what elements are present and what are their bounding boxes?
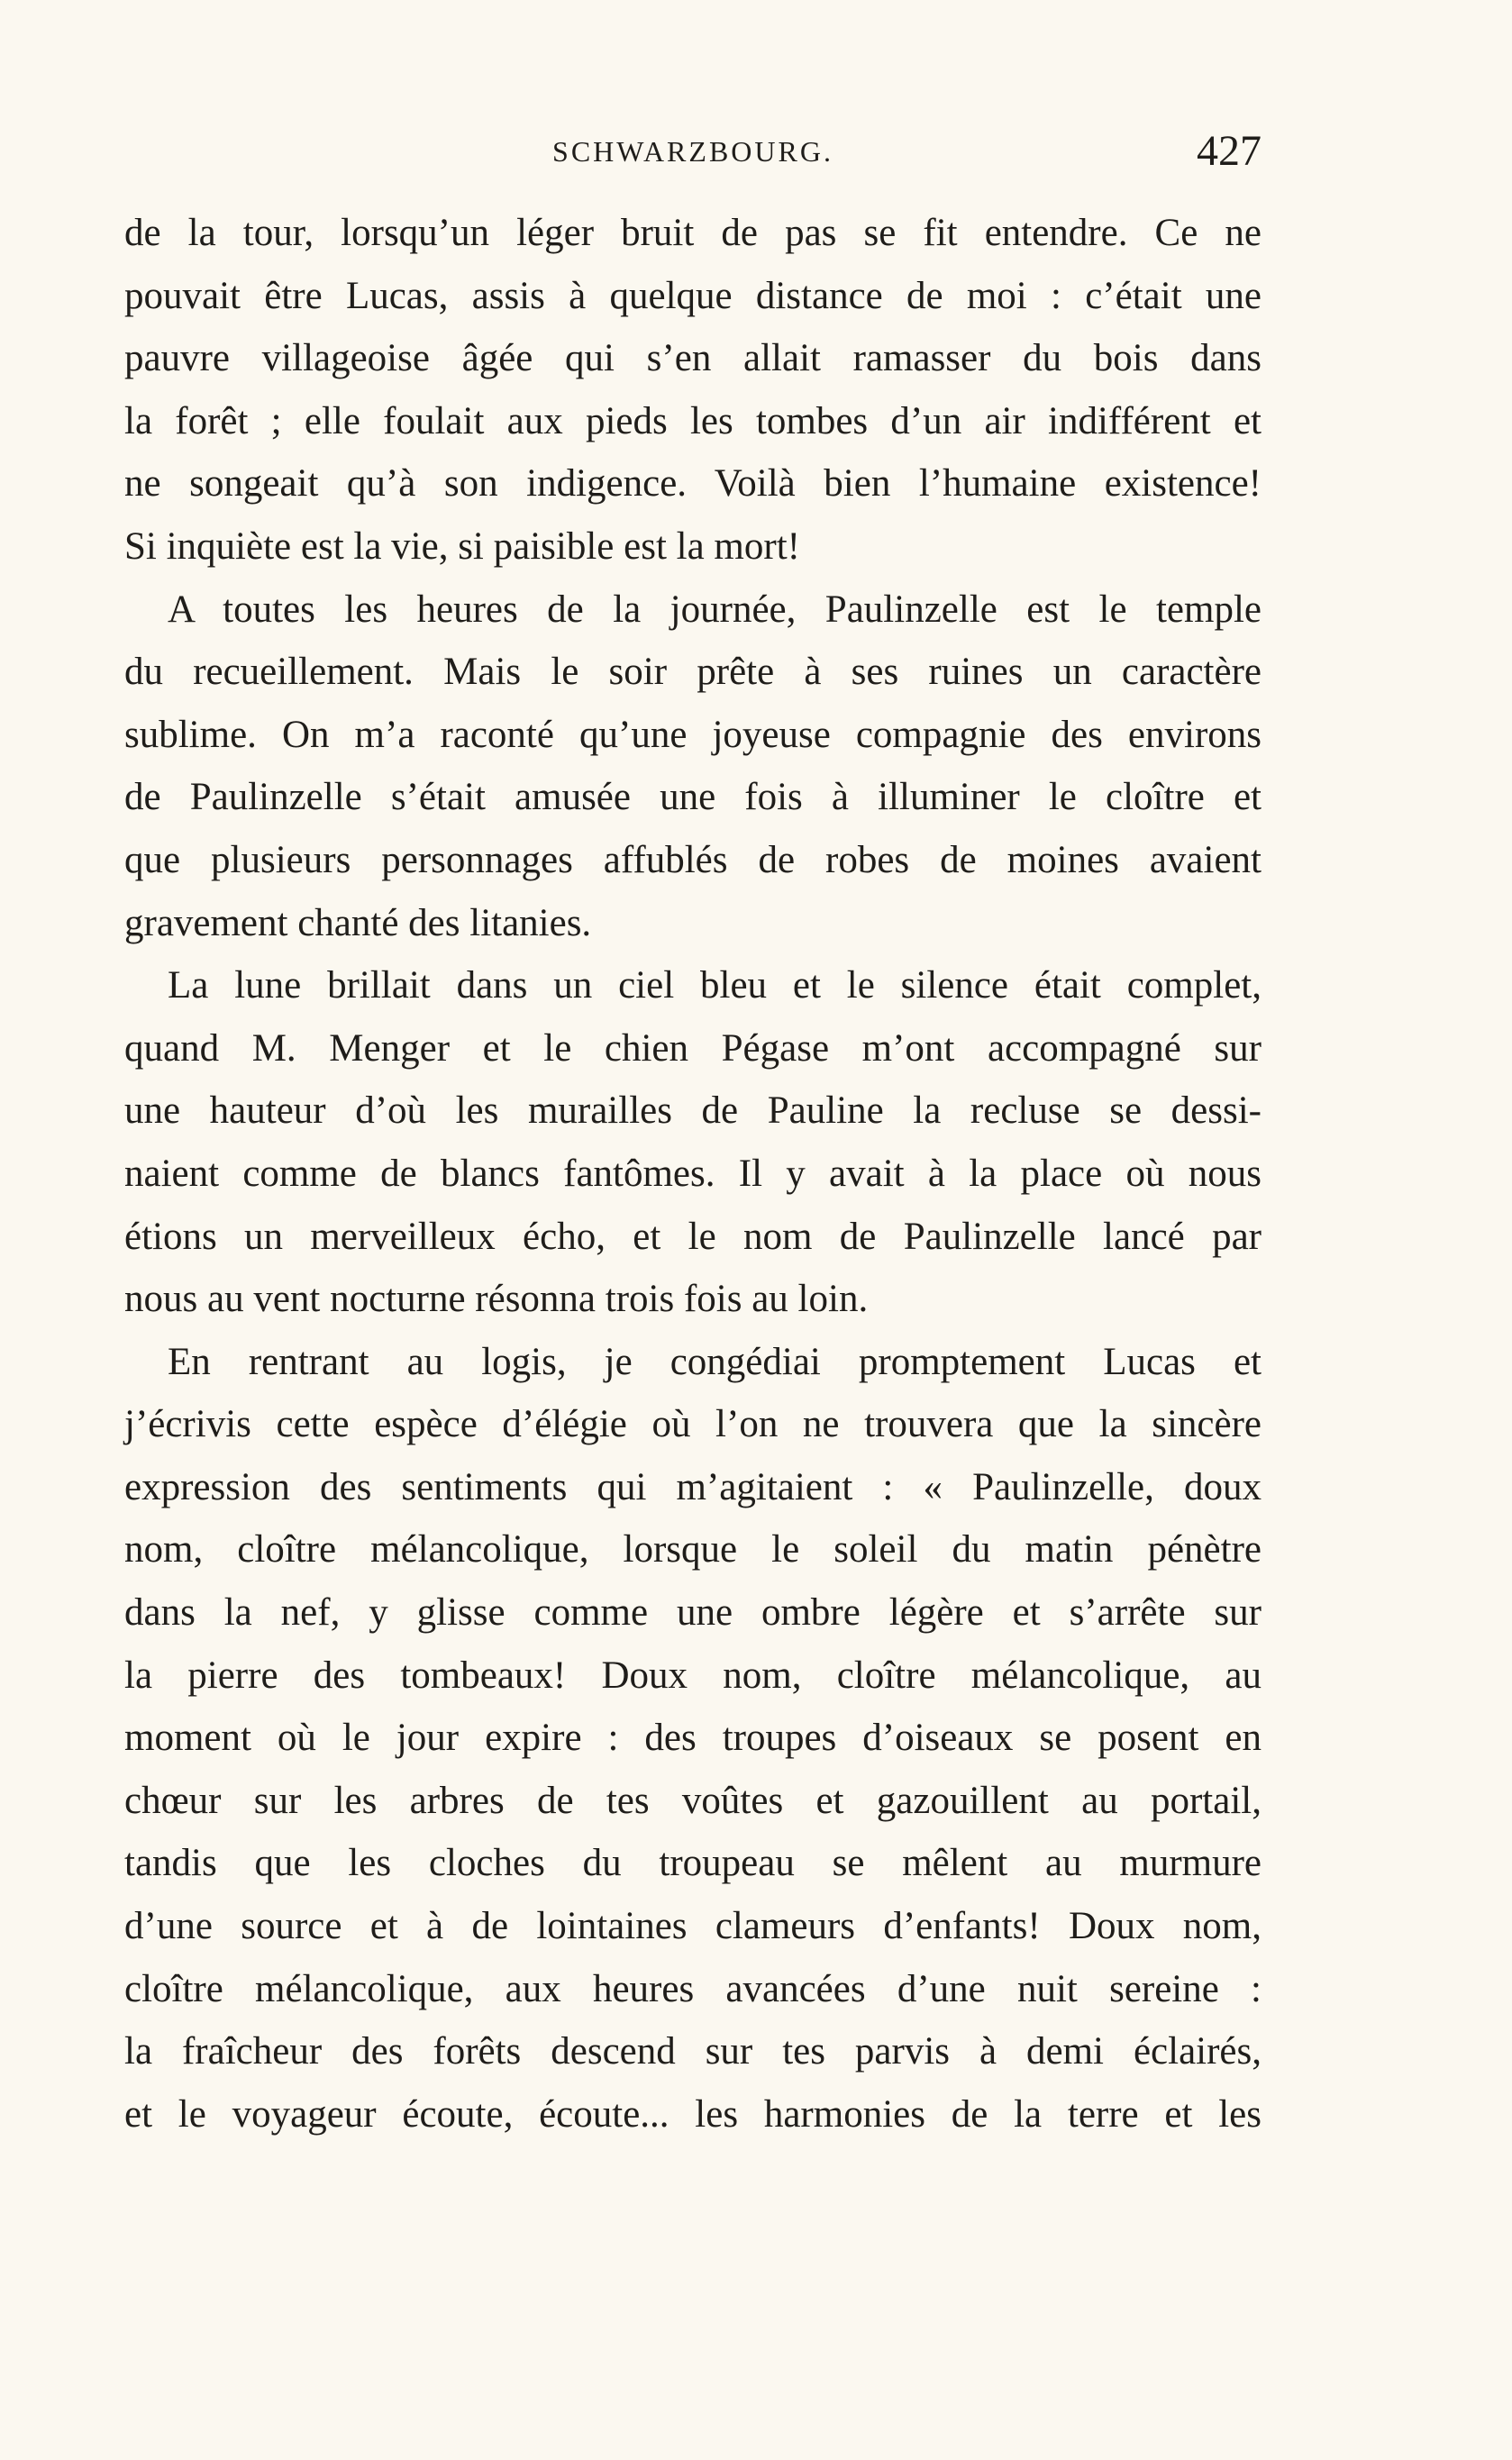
text-line: En rentrant au logis, je congédiai promptement Lucas et <box>168 1340 1262 1383</box>
text-line: expression des sentiments qui m’agitaient : « Paulinzelle, doux <box>124 1465 1262 1508</box>
text-line: la pierre des tombeaux! Doux nom, cloître mélancolique, au <box>124 1654 1262 1697</box>
text-line: moment où le jour expire : des troupes d’oiseaux se posent en <box>124 1717 1262 1760</box>
text-line: d’une source et à de lointaines clameurs d’enfants! Doux nom, <box>124 1905 1262 1948</box>
text-line: de Paulinzelle s’était amusée une fois à illuminer le cloître et <box>124 776 1262 819</box>
text-line: que plusieurs personnages affublés de robes de moines avaient <box>124 838 1262 881</box>
text-line: une hauteur d’où les murailles de Pauline la recluse se dessi- <box>124 1089 1262 1133</box>
text-line: pouvait être Lucas, assis à quelque distance de moi : c’était une <box>124 274 1262 317</box>
text-line: gravement chanté des litanies. <box>124 901 592 944</box>
page-number: 427 <box>1197 127 1262 175</box>
text-line: ne songeait qu’à son indigence. Voilà bien l’humaine existence! <box>124 462 1262 506</box>
text-line: pauvre villageoise âgée qui s’en allait ramasser du bois dans <box>124 337 1262 380</box>
text-line: j’écrivis cette espèce d’élégie où l’on ne trouvera que la sincère <box>124 1403 1262 1446</box>
text-line: étions un merveilleux écho, et le nom de Paulinzelle lancé par <box>124 1215 1262 1258</box>
text-line: chœur sur les arbres de tes voûtes et gazouillent au portail, <box>124 1779 1262 1822</box>
text-line: naient comme de blancs fantômes. Il y avait à la place où nous <box>124 1152 1262 1195</box>
text-line: sublime. On m’a raconté qu’une joyeuse compagnie des environs <box>124 713 1262 756</box>
text-line: cloître mélancolique, aux heures avancées d’une nuit sereine : <box>124 1967 1262 2010</box>
text-line: quand M. Menger et le chien Pégase m’ont accompagné sur <box>124 1026 1262 1070</box>
running-head: SCHWARZBOURG. <box>552 135 833 168</box>
text-line: dans la nef, y glisse comme une ombre légère et s’arrête sur <box>124 1591 1262 1635</box>
text-line: tandis que les cloches du troupeau se mêlent au murmure <box>124 1842 1262 1885</box>
body-text <box>124 202 1262 2146</box>
text-line: la fraîcheur des forêts descend sur tes parvis à demi éclairés, <box>124 2030 1262 2073</box>
text-line: la forêt ; elle foulait aux pieds les tombes d’un air indifférent et <box>124 399 1262 442</box>
text-line: A toutes les heures de la journée, Paulinzelle est le temple <box>168 588 1262 631</box>
text-line: nom, cloître mélancolique, lorsque le soleil du matin pénètre <box>124 1528 1262 1572</box>
text-line: et le voyageur écoute, écoute... les harmonies de la terre et les <box>124 2092 1262 2136</box>
page-header <box>124 126 1262 180</box>
text-line: Si inquiète est la vie, si paisible est la mort! <box>124 524 800 568</box>
text-line: La lune brillait dans un ciel bleu et le silence était complet, <box>168 964 1262 1007</box>
text-line: du recueillement. Mais le soir prête à ses ruines un caractère <box>124 651 1262 694</box>
text-line: nous au vent nocturne résonna trois fois au loin. <box>124 1278 869 1321</box>
text-line: de la tour, lorsqu’un léger bruit de pas se fit entendre. Ce ne <box>124 212 1262 254</box>
